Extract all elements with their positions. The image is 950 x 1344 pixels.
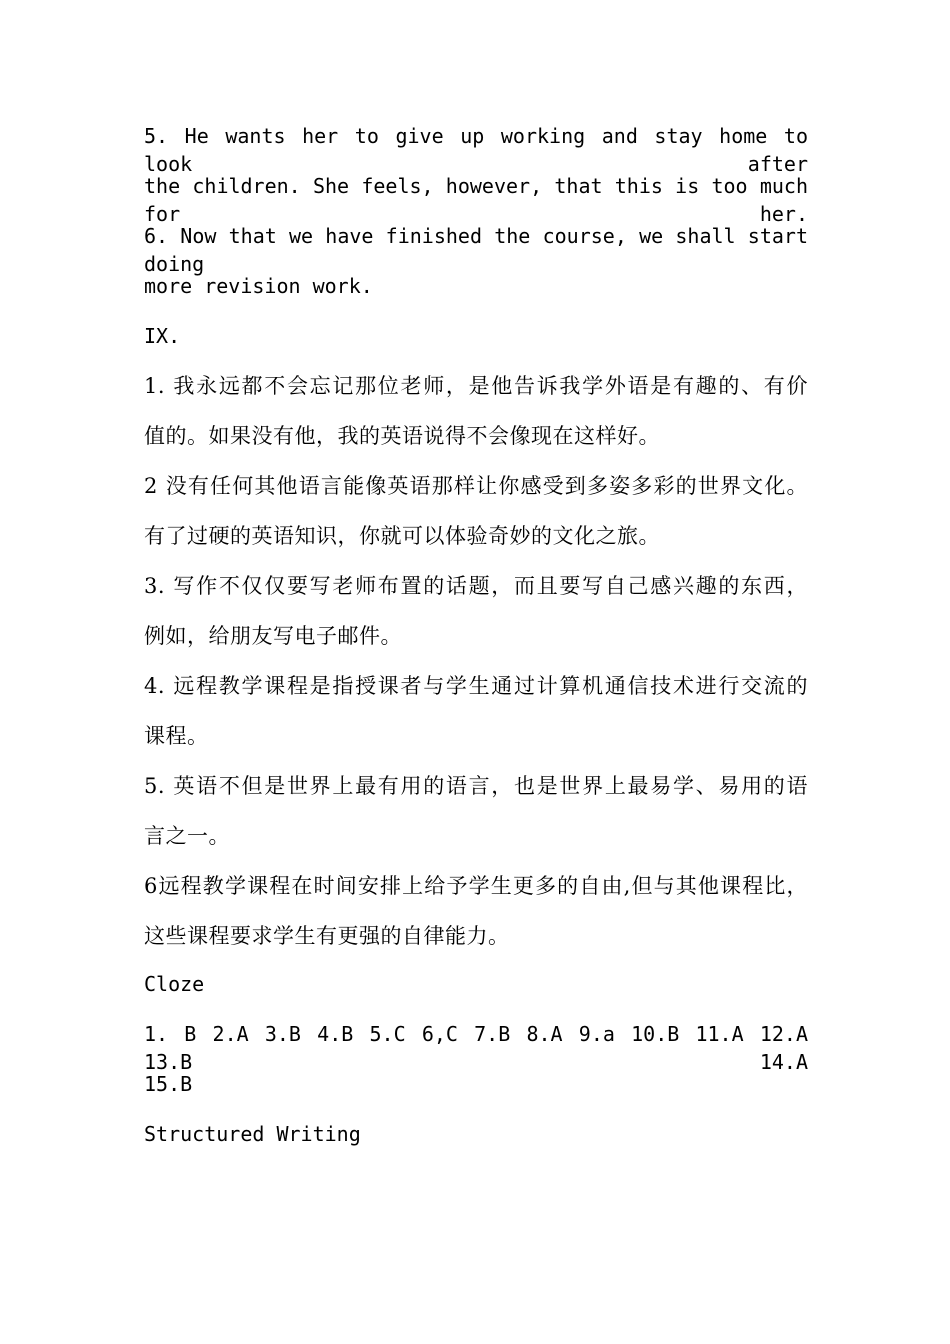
ix-item-6-line-2: 这些课程要求学生有更强的自律能力。 (144, 924, 510, 948)
ix-item-4-line-2: 课程。 (144, 724, 209, 748)
ix-item-2-line-1: 2 没有任何其他语言能像英语那样让你感受到多姿多彩的世界文化。 (144, 474, 808, 498)
ix-item-5-line-1: 5. 英语不但是世界上最有用的语言，也是世界上最易学、易用的语 (144, 774, 808, 798)
ix-item-1-line-1: 1. 我永远都不会忘记那位老师，是他告诉我学外语是有趣的、有价 (144, 374, 808, 398)
ix-item-5-line-2: 言之一。 (144, 824, 230, 848)
cloze-answers-line-2: 15.B (144, 1072, 193, 1096)
structured-writing-heading: Structured Writing (144, 1122, 361, 1146)
ix-item-1-line-2: 值的。如果没有他，我的英语说得不会像现在这样好。 (144, 424, 660, 448)
ix-item-3-line-1: 3. 写作不仅仅要写老师布置的话题，而且要写自己感兴趣的东西， (144, 574, 808, 598)
ix-item-4-line-1: 4. 远程教学课程是指授课者与学生通过计算机通信技术进行交流的 (144, 674, 808, 698)
prev-item-5-line-2: the children. She feels, however, that this is too much for her. (144, 174, 808, 226)
section-ix-heading: IX. (144, 324, 181, 348)
cloze-heading: Cloze (144, 972, 205, 996)
cloze-answers-line-1: 1. B 2.A 3.B 4.B 5.C 6,C 7.B 8.A 9.a 10.B 11.A 12.A 13.B 14.A (144, 1022, 808, 1074)
prev-item-5-line-1: 5. He wants her to give up working and stay home to look after (144, 124, 808, 176)
ix-item-6-line-1: 6远程教学课程在时间安排上给予学生更多的自由,但与其他课程比， (144, 874, 808, 898)
ix-item-3-line-2: 例如，给朋友写电子邮件。 (144, 624, 402, 648)
ix-item-2-line-2: 有了过硬的英语知识，你就可以体验奇妙的文化之旅。 (144, 524, 660, 548)
prev-item-6-line-2: more revision work. (144, 274, 373, 298)
prev-item-6-line-1: 6. Now that we have finished the course, we shall start doing (144, 224, 808, 276)
